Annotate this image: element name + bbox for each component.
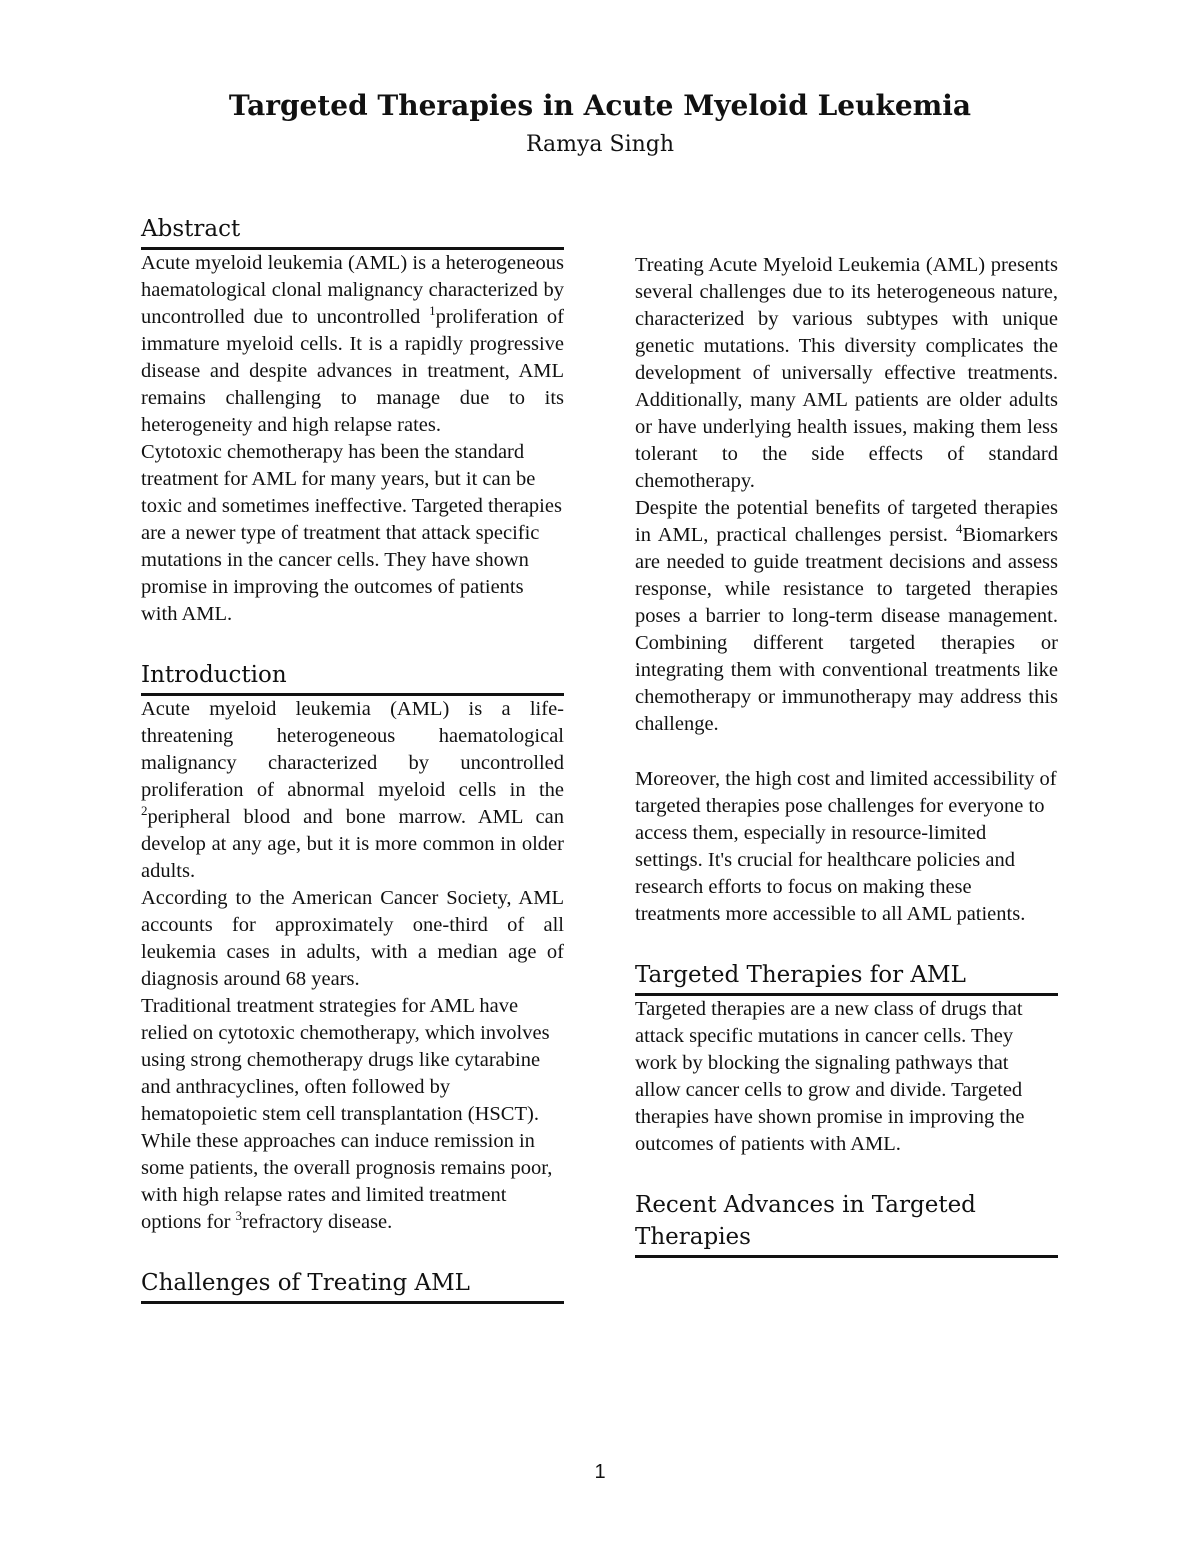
targeted-therapies-heading: Targeted Therapies for AML [635,959,1058,996]
left-column [141,213,564,1304]
footnote-ref-2: 2 [141,803,148,819]
intro-p3-text-a: Traditional treatment strategies for AML have relied on cytotoxic chemotherapy, which involves using strong chemotherapy drugs like cytarabine and anthracyclines, often followed by hematopoietic stem cell transplantation (HSCT). While these approaches can induce remission in some patients, the overall prognosis remains poor, with high relapse rates and limited treatment options for [141,995,553,1233]
challenges-heading: Challenges of Treating AML [141,1267,564,1304]
intro-p1-text-b: peripheral blood and bone marrow. AML can develop at any age, but it is more common in older adults. [141,806,564,882]
abstract-heading: Abstract [141,213,564,250]
abstract-p1-text-b: proliferation of immature myeloid cells. It is a rapidly progressive disease and despite advances in treatment, AML remains challenging to manage due to its heterogeneity and high relapse rates. [141,306,564,436]
abstract-p1-text-a: Acute myeloid leukemia (AML) is a heterogeneous haematological clonal malignancy characterized by uncontrolled due to uncontrolled [141,252,564,328]
abstract-paragraph-2: Cytotoxic chemotherapy has been the standard treatment for AML for many years, but it can be toxic and sometimes ineffective. Targeted therapies are a newer type of treatment that attack specific mutations in the cancer cells. They have shown promise in improving the outcomes of patients with AML. [141,441,562,625]
recent-advances-heading: Recent Advances in Targeted Therapies [635,1189,1058,1258]
footnote-ref-4: 4 [955,521,963,537]
paper-author: Ramya Singh [525,132,675,157]
intro-p3-text-b: refractory disease. [242,1211,393,1233]
targeted-therapies-paragraph-1: Targeted therapies are a new class of drugs that attack specific mutations in cancer cells. They work by blocking the signaling pathways that allow cancer cells to grow and divide. Targeted therapies have shown promise in improving the outcomes of patients with AML. [635,998,1025,1155]
introduction-heading: Introduction [141,659,564,696]
right-column [635,252,1058,1258]
abstract-paragraph-1 [141,250,564,439]
section-gap [141,1236,564,1267]
challenges-p2-text-b: Biomarkers are needed to guide treatment decisions and assess response, while resistance to targeted therapies poses a barrier to long-term disease management. Combining different targeted therapies or integrating them with conventional treatments like chemotherapy or immunotherapy may address this challenge. [635,524,1058,735]
footnote-ref-3: 3 [235,1208,243,1224]
introduction-paragraph-2: According to the American Cancer Society, AML accounts for approximately one-third of all leukemia cases in adults, with a median age of diagnosis around 68 years. [141,887,564,990]
challenges-paragraph-2 [635,495,1058,738]
section-gap [635,928,1058,959]
introduction-paragraph-1 [141,696,564,885]
paper-title: Targeted Therapies in Acute Myeloid Leukemia [228,89,972,122]
page-number: 1 [594,1461,606,1483]
section-gap [141,628,564,659]
introduction-paragraph-3 [141,993,564,1236]
section-gap [635,1158,1058,1189]
footnote-ref-1: 1 [429,303,436,319]
challenges-p2-text-a: Despite the potential benefits of targeted therapies in AML, practical challenges persist. [635,497,1058,546]
challenges-paragraph-3: Moreover, the high cost and limited accessibility of targeted therapies pose challenges for everyone to access them, especially in resource-limited settings. It's crucial for healthcare policies and research efforts to focus on making these treatments more accessible to all AML patients. [635,768,1057,925]
paragraph-gap [635,738,1058,766]
intro-p1-text-a: Acute myeloid leukemia (AML) is a life-threatening heterogeneous haematological malignancy characterized by uncontrolled proliferation of abnormal myeloid cells in the [141,698,564,801]
challenges-paragraph-1: Treating Acute Myeloid Leukemia (AML) presents several challenges due to its heterogeneous nature, characterized by various subtypes with unique genetic mutations. This diversity complicates the development of universally effective treatments. Additionally, many AML patients are older adults or have underlying health issues, making them less tolerant to the side effects of standard chemotherapy. [635,254,1058,492]
